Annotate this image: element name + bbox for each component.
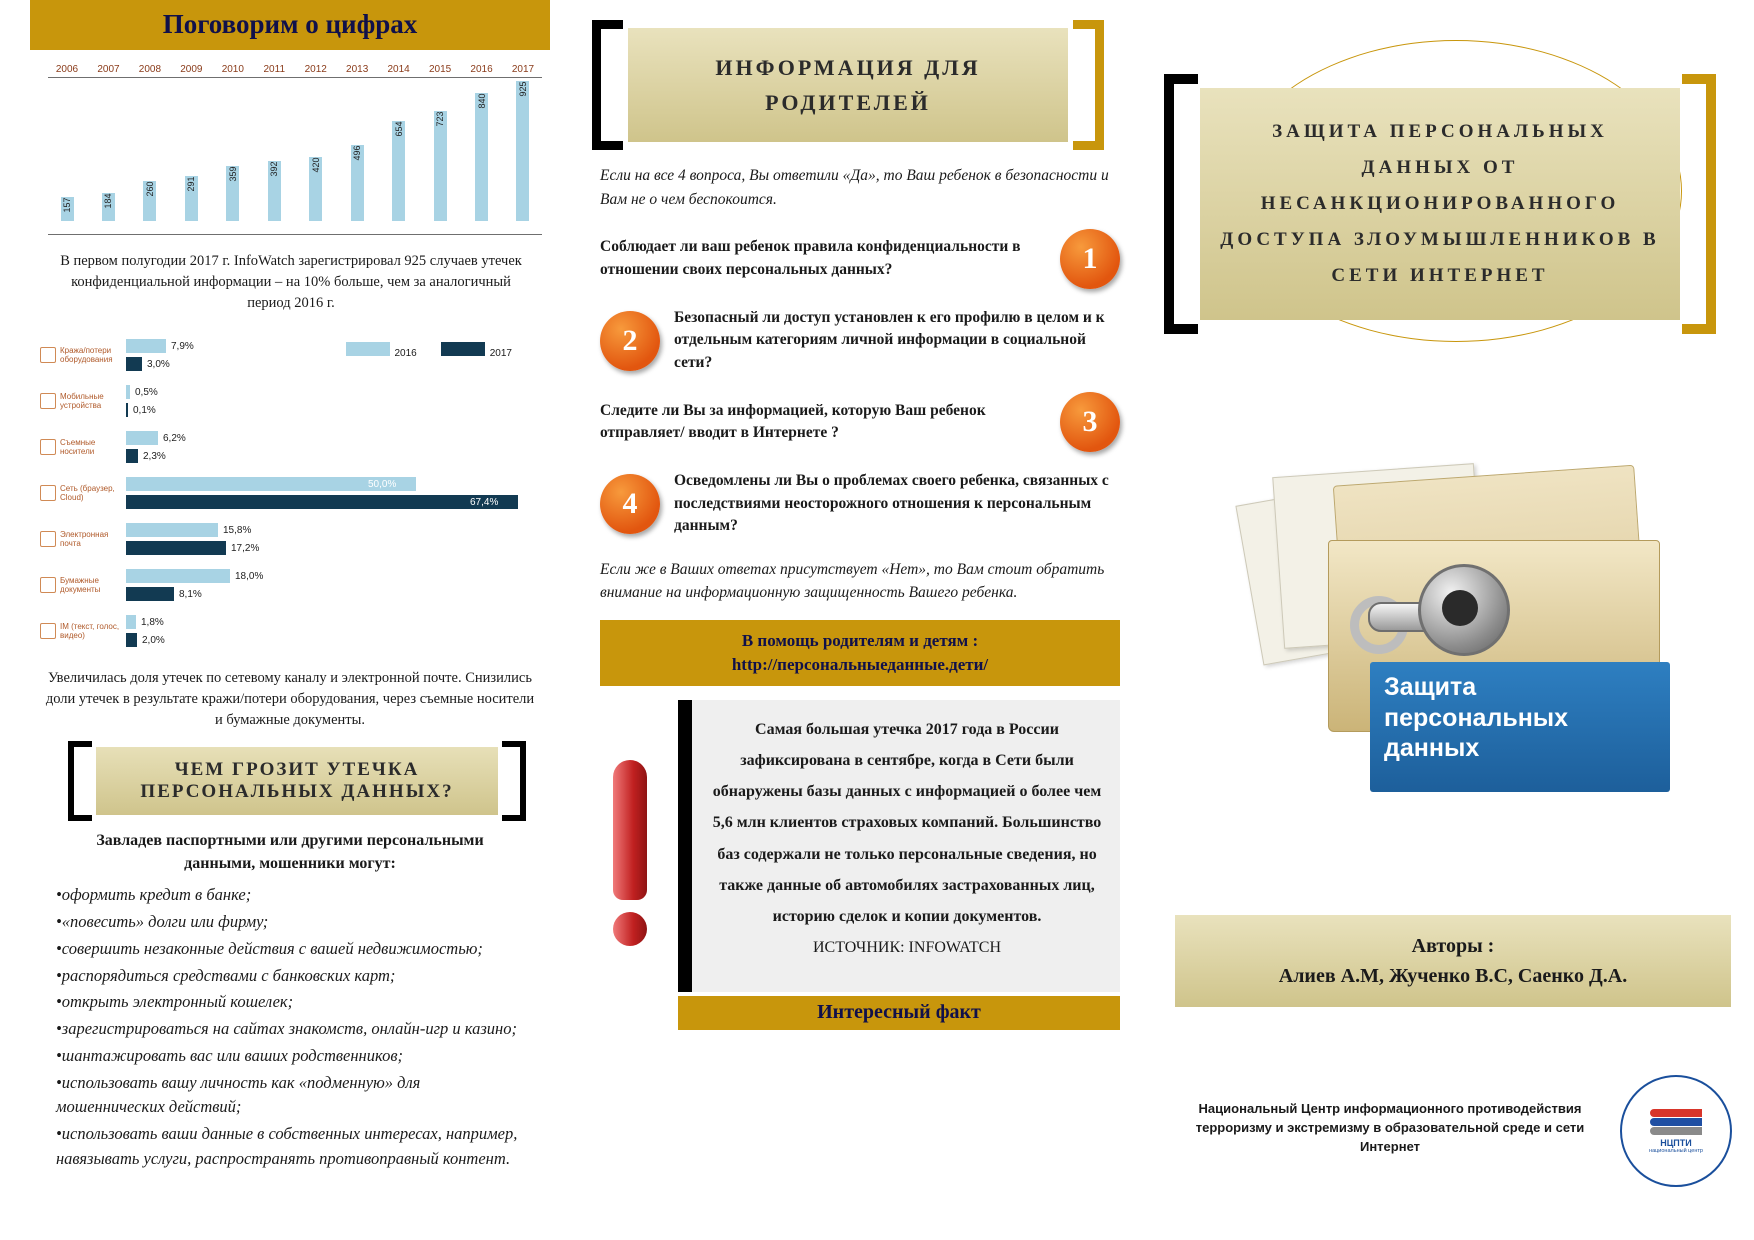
question-row-4 — [600, 470, 1120, 537]
year-label: 2016 — [470, 64, 493, 75]
threat-heading: ЧЕМ ГРОЗИТ УТЕЧКА ПЕРСОНАЛЬНЫХ ДАННЫХ? — [140, 759, 454, 803]
channel-label: Кража/потери оборудования — [40, 346, 126, 364]
bar-value: 184 — [103, 193, 114, 209]
channel-bar-2016: 1,8% — [126, 615, 542, 629]
ncpti-text: Национальный Центр информационного противодействия терроризму и экстремизму в образовательной среде и сети Интернет — [1195, 1101, 1585, 1154]
flag-icon — [1650, 1109, 1702, 1135]
lock-icon — [1396, 550, 1526, 680]
equipment-icon — [40, 347, 56, 363]
threat-lead: Завладев паспортными или другими персональными данными, мошенники могут: — [96, 832, 484, 873]
list-item: •использовать ваши данные в собственных интересах, например, навязывать услуги, распространять противоправный контент. — [56, 1124, 518, 1168]
help-band — [600, 620, 1120, 686]
question-row-2 — [600, 307, 1120, 374]
question-text: Соблюдает ли ваш ребенок правила конфиденциальности в отношении своих персональных данных? — [600, 238, 1021, 278]
parents-intro-text: Если на все 4 вопроса, Вы ответили «Да», то Ваш ребенок в безопасности и Вам не о чем беспокоится. — [600, 167, 1109, 208]
cloud-icon — [40, 485, 56, 501]
channel-bar-2017: 0,1% — [126, 403, 542, 417]
channel-bar-2016: 7,9% — [126, 339, 542, 353]
question-text: Следите ли Вы за информацией, которую Ваш ребенок отправляет/ вводит в Интернете ? — [600, 401, 986, 442]
question-number-badge: 1 — [1060, 229, 1120, 289]
channel-bar-2016: 0,5% — [126, 385, 542, 399]
logo-sub: национальный центр — [1649, 1147, 1703, 1154]
bar-item — [214, 81, 252, 221]
question-row-1 — [600, 229, 1120, 289]
page-title: Поговорим о цифрах — [162, 9, 418, 39]
question-text: Безопасный ли доступ установлен к его профилю в целом и к отдельным категориям личной информации в социальной сети? — [674, 308, 1105, 371]
bar-item — [504, 81, 542, 221]
channel-bar-2016: 50,0% — [126, 477, 542, 491]
authors-label: Авторы : — [1411, 935, 1495, 957]
legend-item-2017 — [441, 342, 512, 359]
year-label: 2013 — [346, 64, 369, 75]
parents-info-heading-box — [600, 28, 1096, 142]
channel-bar-2017: 2,3% — [126, 449, 542, 463]
chart-legend — [346, 342, 513, 359]
chart-caption-1: В первом полугодии 2017 г. InfoWatch зарегистрировал 925 случаев утечек конфиденциальной информации – на 10% больше, чем за аналогичный период 2016 г. — [60, 253, 522, 312]
mobile-icon — [40, 393, 56, 409]
logo-abbr: НЦПТИ — [1660, 1137, 1692, 1148]
channel-row — [40, 562, 542, 608]
bar-value: 723 — [435, 111, 446, 127]
channel-label: Электронная почта — [40, 530, 126, 548]
list-item: •совершить незаконные действия с вашей недвижимостью; — [56, 938, 483, 958]
bar-value: 157 — [62, 197, 72, 213]
bar-value: 496 — [352, 145, 363, 161]
left-column — [30, 0, 550, 1174]
question-text: Осведомлены ли Вы о проблемах своего ребенка, связанных с последствиями неосторожного отношения к персональным данным? — [674, 472, 1109, 535]
authors-names: Алиев А.М, Жученко В.С, Саенко Д.А. — [1278, 965, 1628, 987]
list-item: •«повесить» долги или фирму; — [56, 912, 269, 932]
channel-label: Бумажные документы — [40, 576, 126, 594]
channel-row — [40, 470, 542, 516]
bar-value: 420 — [310, 157, 321, 173]
bar-item — [338, 81, 376, 221]
question-number-badge: 3 — [1060, 392, 1120, 452]
bar-value: 260 — [144, 181, 155, 197]
threat-heading-box — [70, 747, 524, 815]
bar-value: 359 — [227, 166, 238, 182]
fact-source: ИСТОЧНИК: INFOWATCH — [812, 939, 1001, 957]
bar-item — [421, 81, 459, 221]
legend-label: 2017 — [489, 348, 512, 360]
list-item: •шантажировать вас или ваших родственников; — [56, 1045, 403, 1065]
interesting-fact-block — [600, 700, 1120, 1030]
bar-value: 840 — [476, 93, 487, 109]
email-icon — [40, 531, 56, 547]
help-line-1: В помощь родителям и детям : — [741, 631, 979, 651]
bar-value: 291 — [186, 176, 197, 192]
bar-value: 925 — [517, 81, 528, 97]
channel-bar-2016: 18,0% — [126, 569, 542, 583]
right-column — [1160, 0, 1730, 320]
question-number-badge: 4 — [600, 474, 660, 534]
channel-label: Съемные носители — [40, 438, 126, 456]
threat-list — [56, 883, 528, 1171]
legend-label: 2016 — [394, 348, 417, 360]
bar-value: 654 — [393, 121, 404, 137]
bar-item — [48, 81, 86, 221]
channel-label: Мобильные устройства — [40, 392, 126, 410]
im-icon — [40, 623, 56, 639]
year-label: 2012 — [304, 64, 327, 75]
bar-item — [380, 81, 418, 221]
folder-illustration — [1220, 430, 1690, 830]
year-label: 2006 — [55, 64, 79, 75]
bar-item — [131, 81, 169, 221]
authors-box — [1175, 915, 1731, 1007]
fact-band-label: Интересный факт — [817, 1001, 981, 1024]
leaks-by-year-chart — [48, 64, 542, 235]
question-number-badge: 2 — [600, 311, 660, 371]
chart-bars — [48, 81, 542, 221]
middle-column — [600, 0, 1120, 1030]
legend-item-2016 — [346, 342, 417, 359]
cover-title: ЗАЩИТА ПЕРСОНАЛЬНЫХ ДАННЫХ ОТ НЕСАНКЦИОНИРОВАННОГО ДОСТУПА ЗЛОУМЫШЛЕННИКОВ В СЕТИ ИНТЕРНЕТ — [1220, 121, 1660, 287]
list-item: •распорядиться средствами с банковских карт; — [56, 965, 396, 985]
channel-bar-2017: 8,1% — [126, 587, 542, 601]
channel-bar-2017: 2,0% — [126, 633, 542, 647]
year-label: 2014 — [387, 64, 410, 75]
cover-title-wrap — [1170, 88, 1710, 320]
chart-year-labels — [48, 64, 542, 78]
bar-item — [172, 81, 210, 221]
channel-bar-2017: 3,0% — [126, 357, 542, 371]
year-label: 2009 — [180, 64, 203, 75]
list-item: •открыть электронный кошелек; — [56, 992, 294, 1012]
ncpti-logo — [1620, 1075, 1732, 1187]
bar-value: 392 — [269, 161, 280, 177]
channel-bar-2017: 17,2% — [126, 541, 542, 555]
bar-item — [89, 81, 127, 221]
help-link[interactable]: http://персональныеданные.дети/ — [731, 654, 989, 674]
channel-label: IM (текст, голос, видео) — [40, 622, 126, 640]
question-row-3 — [600, 392, 1120, 452]
channel-bar-2017: 67,4% — [126, 495, 542, 509]
paper-docs-icon — [40, 577, 56, 593]
leak-channels-chart — [40, 332, 542, 654]
year-label: 2007 — [97, 64, 120, 75]
year-label: 2015 — [428, 64, 452, 75]
parents-outro-text: Если же в Ваших ответах присутствует «Нет», то Вам стоит обратить внимание на информационную защищенность Вашего ребенка. — [600, 560, 1105, 601]
list-item: •использовать вашу личность как «подменную» для мошеннических действий; — [56, 1072, 421, 1117]
channel-row — [40, 608, 542, 654]
year-label: 2017 — [511, 64, 535, 75]
bar-item — [463, 81, 501, 221]
channel-label: Сеть (браузер, Cloud) — [40, 484, 126, 502]
year-label: 2010 — [221, 64, 244, 75]
chart-caption-2: Увеличилась доля утечек по сетевому каналу и электронной почте. Снизились доли утечек в результате кражи/потери оборудования, через съемные носители и бумажные документы. — [45, 670, 535, 729]
bar-item — [297, 81, 335, 221]
folder-caption-card — [1370, 662, 1670, 792]
channel-bar-2016: 6,2% — [126, 431, 542, 445]
left-title-band — [30, 0, 550, 50]
channel-row — [40, 516, 542, 562]
exclamation-icon — [600, 760, 660, 946]
channel-row — [40, 378, 542, 424]
list-item: •оформить кредит в банке; — [56, 885, 252, 905]
folder-caption: Защита персональных данных — [1384, 673, 1569, 762]
year-label: 2008 — [138, 64, 162, 75]
bar-item — [255, 81, 293, 221]
parents-info-heading: ИНФОРМАЦИЯ ДЛЯ РОДИТЕЛЕЙ — [715, 55, 981, 116]
removable-media-icon — [40, 439, 56, 455]
cover-title-box — [1170, 88, 1710, 320]
fact-band — [678, 996, 1120, 1030]
channel-row — [40, 424, 542, 470]
fact-box — [678, 700, 1120, 992]
channel-bar-2016: 15,8% — [126, 523, 542, 537]
year-label: 2011 — [263, 64, 286, 75]
list-item: •зарегистрироваться на сайтах знакомств, онлайн-игр и казино; — [56, 1019, 517, 1039]
fact-text: Самая большая утечка 2017 года в России зафиксирована в сентябре, когда в Сети были обнаружены базы данных с информацией о более чем 5,6 млн клиентов страховых компаний. Большинство баз содержали не только персональные сведения, но также данные об автомобилях застрахованных лиц, историю сделок и копии документов. — [712, 720, 1102, 925]
